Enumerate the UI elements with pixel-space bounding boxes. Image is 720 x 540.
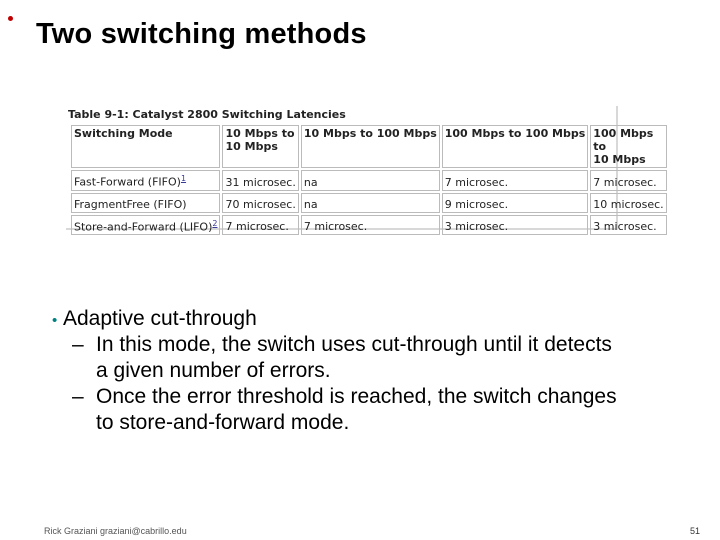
- row-mode-cell: [71, 193, 220, 213]
- mode-label: Store-and-Forward (LIFO): [74, 220, 213, 234]
- table-row: [71, 215, 667, 236]
- mode-label: FragmentFree (FIFO): [74, 197, 187, 211]
- sub-bullet-item: [52, 384, 702, 436]
- latency-cell: 7 microsec.: [301, 215, 440, 236]
- row-mode-cell: [71, 215, 220, 236]
- page-number: 51: [690, 526, 701, 536]
- table-header-row: [71, 125, 667, 168]
- latency-cell: 9 microsec.: [442, 193, 589, 213]
- latency-cell: 7 microsec.: [222, 215, 298, 236]
- latency-table-image: [66, 106, 664, 234]
- header-switching-mode: Switching Mode: [71, 125, 220, 168]
- header-10-to-100: 10 Mbps to 100 Mbps: [301, 125, 440, 168]
- table-row: [71, 170, 667, 191]
- page-title: Two switching methods: [36, 18, 367, 50]
- sub-bullet-item: [52, 332, 702, 384]
- row-mode-cell: [71, 170, 220, 191]
- table-caption: Table 9-1: Catalyst 2800 Switching Latencies: [68, 108, 346, 121]
- bullet-dot-icon: •: [52, 312, 58, 329]
- table-wrapper: [69, 123, 669, 237]
- table-row: [71, 193, 667, 213]
- latency-cell: 10 microsec.: [590, 193, 666, 213]
- latency-cell: 7 microsec.: [442, 170, 589, 191]
- sub-bullet-line: a given number of errors.: [96, 359, 331, 382]
- dash-marker: –: [72, 333, 84, 356]
- header-10-to-10: [222, 125, 298, 168]
- latency-cell: 3 microsec.: [590, 215, 666, 236]
- footnote-link[interactable]: 1: [180, 174, 187, 183]
- header-100-to-100: 100 Mbps to 100 Mbps: [442, 125, 589, 168]
- corner-bullet-mark: [8, 16, 13, 21]
- latency-cell: 70 microsec.: [222, 193, 298, 213]
- latency-cell: 31 microsec.: [222, 170, 298, 191]
- bullet-text: Adaptive cut-through: [63, 307, 257, 330]
- latency-cell: na: [301, 193, 440, 213]
- dash-marker: –: [72, 385, 84, 408]
- latency-cell: na: [301, 170, 440, 191]
- latency-cell: 3 microsec.: [442, 215, 589, 236]
- sub-bullet-line: to store-and-forward mode.: [96, 411, 350, 434]
- bullet-item: [52, 306, 702, 332]
- footer-author: Rick Graziani graziani@cabrillo.edu: [44, 526, 187, 536]
- sub-bullet-line: Once the error threshold is reached, the switch changes: [96, 385, 617, 408]
- sub-bullet-line: In this mode, the switch uses cut-through until it detects: [96, 333, 612, 356]
- bullet-list: [52, 306, 702, 436]
- header-100-to-10: [590, 125, 666, 168]
- header-100-to-10-text: 100 Mbps to 10 Mbps: [593, 127, 654, 166]
- latency-table: [69, 123, 669, 237]
- footnote-link[interactable]: 2: [212, 218, 218, 228]
- header-10-to-10-text: 10 Mbps to 10 Mbps: [225, 127, 295, 153]
- latency-cell: 7 microsec.: [590, 170, 666, 191]
- mode-label: Fast-Forward (FIFO): [74, 175, 181, 189]
